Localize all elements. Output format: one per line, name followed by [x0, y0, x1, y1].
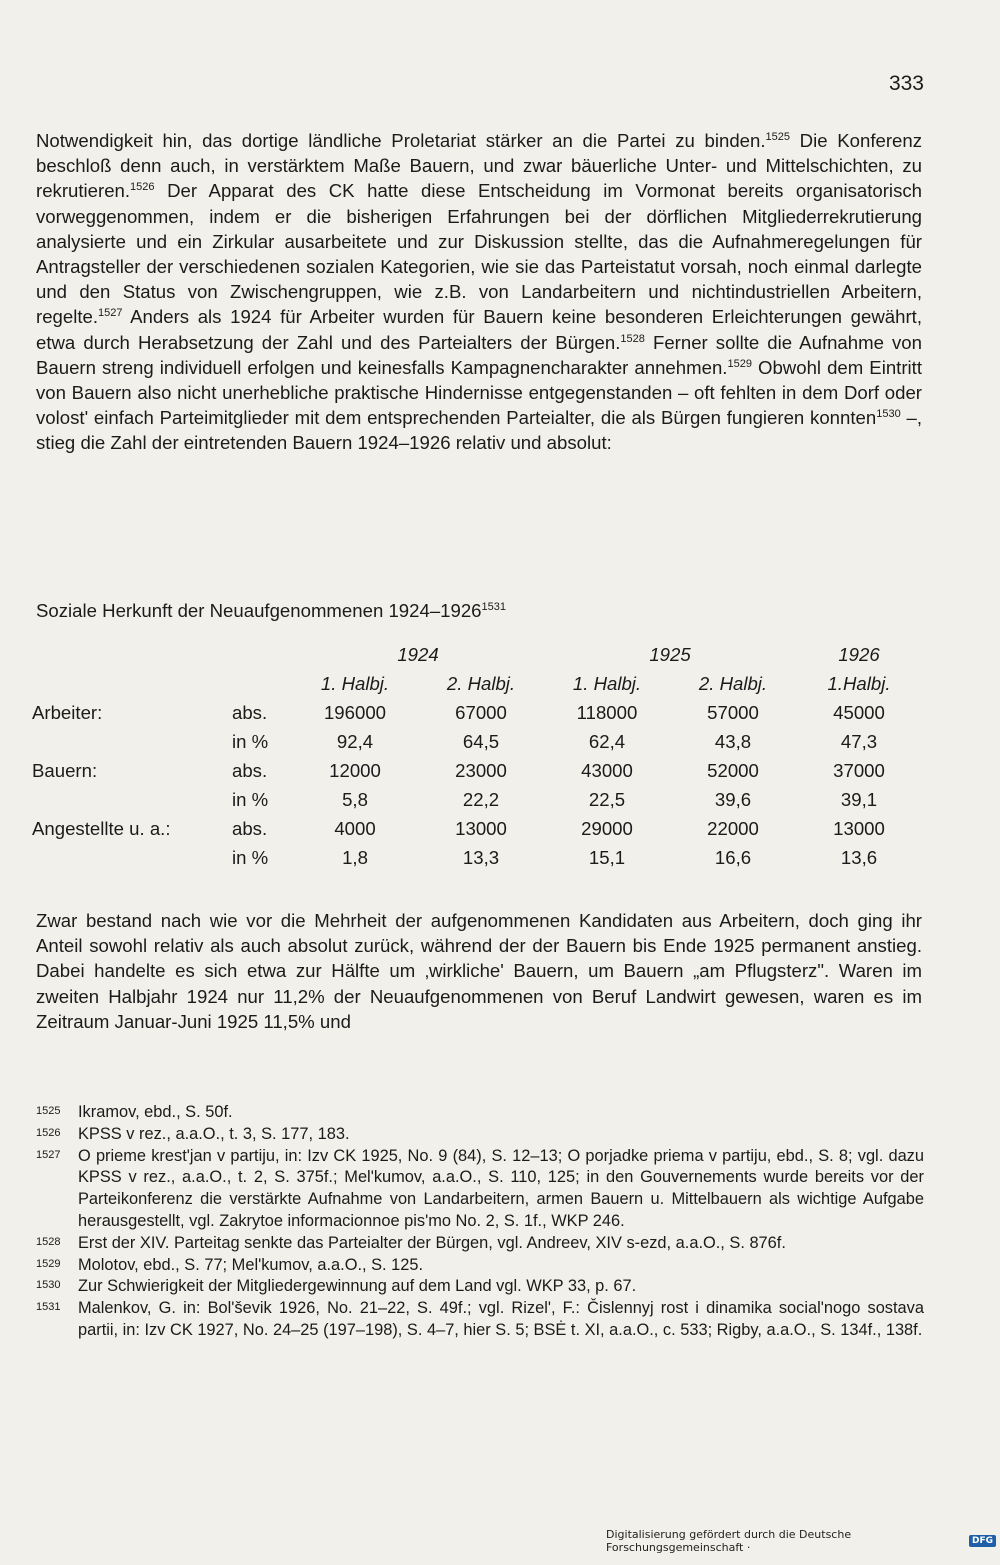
- table-cell: 12000: [329, 759, 381, 781]
- row-label: [32, 785, 232, 814]
- footnote: [36, 1124, 924, 1146]
- paragraph-text: Ferner sollte die Aufnahme von Bauern streng individuell erfolgen und keinesfalls Kampagnencharakter annehmen.: [36, 331, 922, 378]
- paragraph-second: Zwar bestand nach wie vor die Mehrheit der aufgenommenen Kandidaten aus Arbeitern, doch ging ihr Anteil sowohl relativ als auch absolut zurück, während der der Bauern bis Ende 1925 permanent anstieg. Dabei handelte es sich etwa zur Hälfte um ‚wirkliche' Bauern, um Bauern „am Pflugsterz". Waren im zweiten Halbjahr 1924 nur 11,2% der Neuaufgenommenen von Beruf Landwirt gewesen, waren es im Zeitraum Januar-Juni 1925 11,5% und: [36, 910, 922, 1032]
- table-cell: 62,4: [588, 730, 626, 752]
- footnote-text: KPSS v rez., a.a.O., t. 3, S. 177, 183.: [78, 1124, 350, 1143]
- footnote-text: O prieme krest'jan v partiju, in: Izv CK 1925, No. 9 (84), S. 12–13; O porjadke priema v partiju, ebd., S. 8; vgl. dazu KPSS v rez., a.a.O., t. 2, S. 375f.; Mel'kumov, a.a.O., S. 110, 125; in den Gouvernements wurde bereits vor der Parteikonferenz die verstärkte Aufnahme von Landarbeitern, armen Bauern u. Mittelbauern als wichtige Aufgabe herausgestellt, vgl. Zakrytoe informacionnoe pis'mo No. 2, S. 1f., WKP 246.: [78, 1146, 924, 1230]
- footnote-number: 1531: [36, 1301, 61, 1314]
- half-year-header: 1.Halbj.: [827, 672, 891, 694]
- table-cell: 39,6: [714, 788, 752, 810]
- half-year-header: 1. Halbj.: [320, 672, 390, 694]
- paragraph-main: [36, 128, 922, 456]
- footnote: [36, 1233, 924, 1255]
- row-unit: in %: [232, 788, 269, 810]
- table-cell: 13,3: [462, 846, 500, 868]
- table-row: [32, 756, 922, 785]
- footnote-number: 1528: [36, 1235, 61, 1248]
- footnote-ref[interactable]: 1530: [876, 408, 901, 421]
- footnote-text: Ikramov, ebd., S. 50f.: [78, 1103, 233, 1121]
- table-row: [32, 843, 922, 872]
- paragraph-text: Notwendigkeit hin, das dortige ländliche Proletariat stärker an die Partei zu binden.: [36, 130, 766, 151]
- footnote: [36, 1255, 924, 1277]
- footnote-text: Malenkov, G. in: Bol'ševik 1926, No. 21–22, S. 49f.; vgl. Rizel', F.: Čislennyj rost i dinamika social'nogo sostava partii, in: Izv CK 1927, No. 24–25 (197–198), S. 4–7, hier S. 5; BSĖ t. XI, a.a.O., c. 533; Rigby, a.a.O., S. 134f., 138f.: [78, 1299, 924, 1339]
- table-cell: 57000: [707, 701, 759, 723]
- row-label: Bauern:: [32, 759, 98, 781]
- paragraph-text: –, stieg die Zahl der eintretenden Bauern 1924–1926 relativ und absolut:: [36, 407, 922, 454]
- row-unit: abs.: [232, 701, 268, 723]
- table-cell: 47,3: [840, 730, 878, 752]
- table-cell: 92,4: [336, 730, 374, 752]
- half-year-header: 2. Halbj.: [446, 672, 516, 694]
- table-cell: 118000: [576, 701, 638, 723]
- table-cell: 22,5: [588, 788, 626, 810]
- footnotes: [36, 1102, 924, 1342]
- footnote-ref[interactable]: 1529: [727, 357, 752, 370]
- footnote-number: 1530: [36, 1279, 61, 1292]
- footnote: [36, 1298, 924, 1342]
- table-row: [32, 727, 922, 756]
- row-unit: abs.: [232, 817, 268, 839]
- table-cell: 16,6: [714, 846, 752, 868]
- paragraph-text: Die Konferenz beschloß denn auch, in verstärktem Maße Bauern, und zwar bäuerliche Unter- und Mittelschichten, zu rekrutieren.: [36, 130, 922, 202]
- year-header: 1926: [838, 643, 880, 665]
- table-cell: 52000: [707, 759, 759, 781]
- row-label: [32, 843, 232, 872]
- row-unit: in %: [232, 730, 269, 752]
- table-cell: 67000: [455, 701, 507, 723]
- paragraph-text: Obwohl dem Eintritt von Bauern also nicht unerhebliche praktische Hindernisse entgegenstanden – oft fehlten in dem Dorf oder volost' einfach Parteimitglieder mit dem entsprechenden Parteialter, die als Bürgen fungieren konnten: [36, 356, 922, 429]
- table-row: [32, 814, 922, 843]
- digitization-footer: [606, 1528, 996, 1554]
- table-cell: 43,8: [714, 730, 752, 752]
- table-cell: 15,1: [588, 846, 626, 868]
- footnote-text: Erst der XIV. Parteitag senkte das Parteialter der Bürgen, vgl. Andreev, XIV s-ezd, a.a.O., S. 876f.: [78, 1233, 786, 1252]
- table-row: [32, 785, 922, 814]
- footnote-number: 1525: [36, 1105, 61, 1117]
- footnote-number: 1527: [36, 1148, 61, 1161]
- row-label: Arbeiter:: [32, 701, 103, 723]
- table-cell: 39,1: [840, 788, 878, 810]
- table-cell: 45000: [833, 701, 885, 723]
- footnote: [36, 1146, 924, 1233]
- table-cell: 4000: [334, 817, 376, 839]
- table-cell: 64,5: [462, 730, 500, 752]
- dfg-logo-icon: DFG: [969, 1535, 996, 1547]
- year-header: 1925: [649, 643, 691, 665]
- footnote-text: Molotov, ebd., S. 77; Mel'kumov, a.a.O., S. 125.: [78, 1255, 424, 1274]
- table-cell: 13,6: [840, 846, 878, 868]
- paragraph-text: Anders als 1924 für Arbeiter wurden für Bauern keine besonderen Erleichterungen gewährt, etwa durch Herabsetzung der Zahl und des Parteialters der Bürgen.: [36, 306, 922, 353]
- footnote-ref[interactable]: 1527: [98, 307, 123, 320]
- half-year-header: 1. Halbj.: [572, 672, 642, 694]
- footnote-ref[interactable]: 1525: [765, 131, 791, 143]
- footer-text: Digitalisierung gefördert durch die Deutsche Forschungsgemeinschaft ·: [606, 1528, 852, 1554]
- footnote: [36, 1102, 924, 1124]
- table-cell: 1,8: [342, 846, 368, 868]
- page-number: 333: [888, 72, 924, 95]
- footnote-ref[interactable]: 1531: [481, 601, 507, 613]
- table-title-text: Soziale Herkunft der Neuaufgenommenen 1924–1926: [36, 600, 482, 621]
- table-row: [32, 698, 922, 727]
- paragraph-text: Der Apparat des CK hatte diese Entscheidung im Vormonat bereits organisatorisch vorweggenommen, indem er die bisherigen Erfahrungen bei der dörflichen Mitgliederrekrutierung analysierte und ein Zirkular ausarbeitete und zur Diskussion stellte, das die Aufnahmeregelungen für Antragsteller der verschiedenen sozialen Kategorien, wie sie das Parteistatut vorsah, noch einmal darlegte und den Status von Zwischengruppen, wie z.B. von Landarbeitern und nichtindustriellen Arbeitern, regelte.: [36, 180, 922, 328]
- table-year-row: [32, 640, 922, 669]
- table-cell: 43000: [581, 759, 633, 781]
- table-cell: 37000: [833, 759, 885, 781]
- row-label: [32, 727, 232, 756]
- year-header: 1924: [397, 643, 439, 665]
- footnote-number: 1526: [36, 1126, 61, 1139]
- statistics-table: [32, 640, 922, 872]
- table-cell: 22000: [707, 817, 759, 839]
- footnote-ref[interactable]: 1528: [620, 332, 645, 345]
- table-cell: 23000: [455, 759, 507, 781]
- footnote-ref[interactable]: 1526: [130, 181, 155, 194]
- row-label: Angestellte u. a.:: [32, 817, 171, 839]
- half-year-header: 2. Halbj.: [698, 672, 768, 694]
- row-unit: abs.: [232, 759, 268, 781]
- row-unit: in %: [232, 846, 269, 868]
- table-cell: 29000: [581, 817, 633, 839]
- table-cell: 5,8: [342, 788, 368, 810]
- footnote: [36, 1276, 924, 1298]
- table-cell: 196000: [323, 701, 387, 723]
- footnote-number: 1529: [36, 1257, 61, 1270]
- table-half-row: [32, 669, 922, 698]
- footnote-text: Zur Schwierigkeit der Mitgliedergewinnung auf dem Land vgl. WKP 33, p. 67.: [78, 1277, 637, 1296]
- table-cell: 13000: [833, 817, 885, 839]
- table-title: [36, 600, 916, 622]
- table-cell: 13000: [455, 817, 507, 839]
- table-cell: 22,2: [462, 788, 500, 810]
